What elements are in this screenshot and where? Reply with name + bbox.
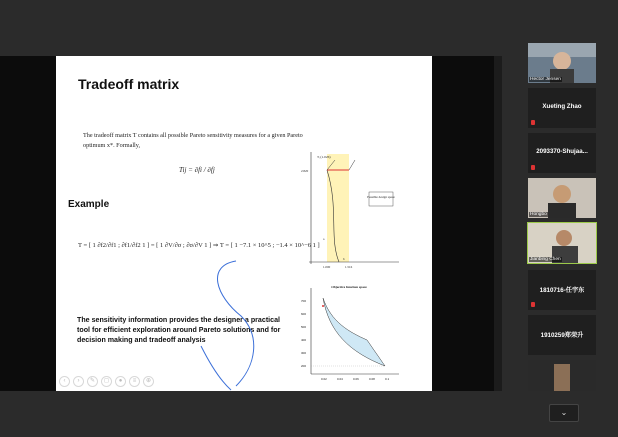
participant-tile-5[interactable] xyxy=(528,223,596,263)
x-tick-004: 0.04 xyxy=(337,377,343,381)
y-tick-300: 300 xyxy=(301,351,307,355)
tradeoff-equation: Tij = ∂fi / ∂fj xyxy=(179,166,215,174)
participant-tile-4[interactable] xyxy=(528,178,596,218)
pareto-region xyxy=(323,298,385,366)
participant-tile-1[interactable] xyxy=(528,43,596,83)
point-a-label: a xyxy=(323,237,325,241)
objective-space-plot xyxy=(299,282,403,386)
participant-tile-2[interactable] xyxy=(528,88,596,128)
design-space-plot xyxy=(299,148,403,270)
bottom-bar xyxy=(0,391,618,437)
laser-icon[interactable]: ● xyxy=(115,376,126,387)
example-heading: Example xyxy=(68,199,110,210)
x-tick-01: 0.1 xyxy=(385,377,390,381)
participant-name: 1910259郑荣升 xyxy=(540,332,584,339)
mic-muted-icon xyxy=(531,120,535,125)
forward-icon[interactable]: › xyxy=(73,376,84,387)
top-bar xyxy=(0,0,618,56)
participant-name: Hector Jensen xyxy=(530,77,561,82)
objective-plot-title: Objective function space xyxy=(331,285,367,289)
participant-name: 2093370-Shujaa... xyxy=(536,148,588,155)
x-tick-2: 1.516 xyxy=(345,265,353,269)
presentation-slide xyxy=(56,56,432,391)
matrix-equation: T = [ 1 ∂f2/∂f1 ; ∂f1/∂f2 1 ] = [ 1 ∂V/∂σ ; ∂σ/∂V 1 ] ⇒ T = [ 1 −7.1 × 10^5 ; −1.4 × 10^−6 1 ] xyxy=(78,242,320,249)
slide-title: Tradeoff matrix xyxy=(78,76,180,92)
splitter[interactable] xyxy=(494,56,502,391)
sensitivity-text: The sensitivity information provides the designer a practical tool for efficient exploration around Pareto solutions and for decision making and tradeoff analysis xyxy=(77,316,281,344)
y-tick-600: 600 xyxy=(301,312,307,316)
participant-tile-7[interactable] xyxy=(528,315,596,355)
y-tick-200: 200 xyxy=(301,364,307,368)
participant-tile-6[interactable] xyxy=(528,270,596,310)
participant-name: Jianbing Chen xyxy=(530,257,561,262)
zoom-icon[interactable]: ⊕ xyxy=(143,376,154,387)
y-tick-label: 2.820 xyxy=(301,169,309,173)
participant-name: 1810716-任宇东 xyxy=(539,287,585,294)
pen-icon[interactable]: ✎ xyxy=(87,376,98,387)
participant-tile-3[interactable] xyxy=(528,133,596,173)
mic-muted-icon xyxy=(531,302,535,307)
menu-icon[interactable]: ≡ xyxy=(129,376,140,387)
annotation-ink xyxy=(196,256,286,391)
feasible-label: Feasible design space xyxy=(367,195,395,199)
participant-name: Xueting Zhao xyxy=(542,103,582,110)
x-tick-006: 0.06 xyxy=(353,377,359,381)
pareto-point xyxy=(322,305,324,307)
participant-name: Hongbo xyxy=(530,212,547,217)
slide-body-text: The tradeoff matrix T contains all possible Pareto sensitivity measures for a given Pareto optimum x*. Formally, xyxy=(83,132,303,149)
grad-arrow-2 xyxy=(349,160,355,170)
eraser-icon[interactable]: ◻ xyxy=(101,376,112,387)
chevron-down-icon[interactable]: ⌄ xyxy=(549,404,579,422)
x-tick-1: 1.000 xyxy=(323,265,331,269)
x-tick-008: 0.08 xyxy=(369,377,375,381)
back-icon[interactable]: ‹ xyxy=(59,376,70,387)
x-tick-002: 0.02 xyxy=(321,377,327,381)
t-label: T₁(1.026) xyxy=(317,155,331,159)
mic-muted-icon xyxy=(531,165,535,170)
slide-toolbar xyxy=(59,376,154,390)
point-b-label: b xyxy=(343,257,345,261)
y-tick-700: 700 xyxy=(301,299,307,303)
y-tick-400: 400 xyxy=(301,338,307,342)
y-tick-500: 500 xyxy=(301,325,307,329)
